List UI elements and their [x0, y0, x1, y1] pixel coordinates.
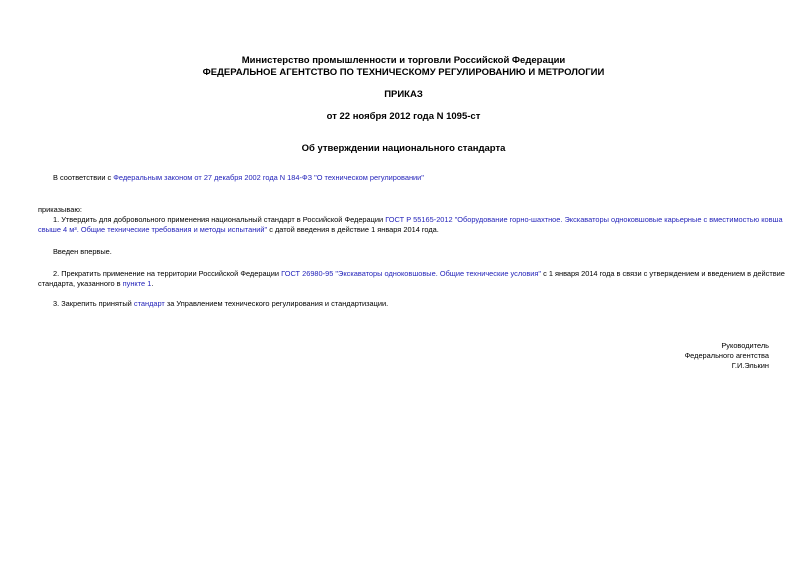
- paragraph-2-line-1: [53, 268, 785, 280]
- agency-name: ФЕДЕРАЛЬНОЕ АГЕНТСТВО ПО ТЕХНИЧЕСКОМУ РЕГУЛИРОВАНИЮ И МЕТРОЛОГИИ: [202, 67, 605, 78]
- paragraph-2-line-2: [38, 278, 153, 290]
- ministry-name: Министерство промышленности и торговли Российской Федерации: [241, 55, 566, 66]
- intro-paragraph: [53, 172, 424, 184]
- order-word: приказываю:: [38, 205, 82, 214]
- paragraph-2-suffix: с 1 января 2014 года в связи с утверждением и введением в действие: [541, 269, 785, 278]
- paragraph-2-line-2-end: .: [151, 279, 154, 288]
- paragraph-2-text: 2. Прекратить применение на территории Российской Федерации: [53, 269, 282, 278]
- paragraph-3-text: 3. Закрепить принятый: [53, 299, 134, 308]
- first-time-note: Введен впервые.: [53, 247, 112, 256]
- standard-link[interactable]: стандарт: [133, 299, 165, 308]
- signature-title-line-2: Федерального агентства: [684, 351, 769, 360]
- document-type: ПРИКАЗ: [384, 89, 423, 100]
- federal-law-link[interactable]: Федеральным законом от 27 декабря 2002 года N 184-ФЗ "О техническом регулировании": [113, 173, 424, 182]
- clause-1-link[interactable]: пункте 1: [122, 279, 152, 288]
- gost-r-55165-link-continued[interactable]: свыше 4 м³. Общие технические требования и методы испытаний": [38, 225, 268, 234]
- paragraph-2-line-2-text: стандарта, указанного в: [38, 279, 123, 288]
- gost-26980-link[interactable]: ГОСТ 26980-95 "Экскаваторы одноковшовые. Общие технические условия": [281, 269, 542, 278]
- signature-name: Г.И.Элькин: [731, 361, 769, 370]
- intro-text: В соответствии с: [53, 173, 114, 182]
- gost-r-55165-link[interactable]: ГОСТ Р 55165-2012 "Оборудование горно-шахтное. Экскаваторы одноковшовые карьерные с вместимостью ковша: [385, 215, 783, 224]
- paragraph-1-line-2: [38, 224, 439, 236]
- paragraph-3-suffix: за Управлением технического регулирования и стандартизации.: [164, 299, 389, 308]
- paragraph-1-text: 1. Утвердить для добровольного применения национальный стандарт в Российской Федерации: [53, 215, 386, 224]
- signature-title-line-1: Руководитель: [721, 341, 769, 350]
- document-date-number: от 22 ноября 2012 года N 1095-ст: [326, 111, 481, 122]
- paragraph-1-suffix: с датой введения в действие 1 января 2014 года.: [267, 225, 439, 234]
- paragraph-3: [53, 298, 388, 310]
- document-subject: Об утверждении национального стандарта: [301, 143, 506, 154]
